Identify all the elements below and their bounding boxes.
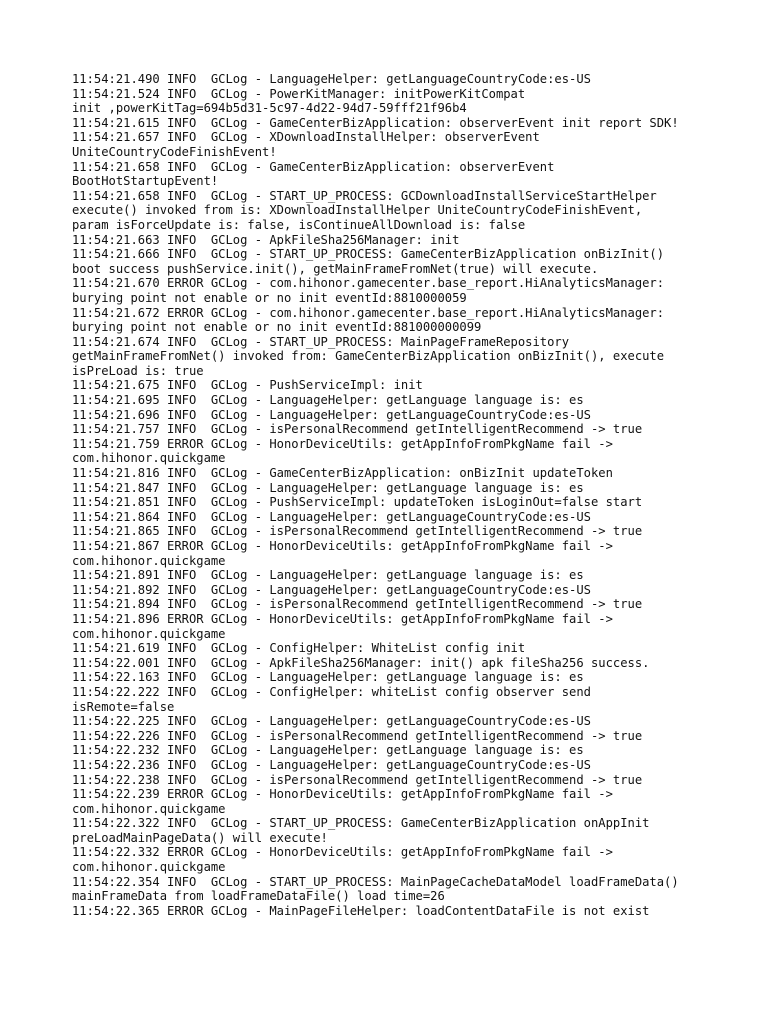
log-line: 11:54:21.892 INFO GCLog - LanguageHelper: getLanguageCountryCode:es-US xyxy=(72,582,591,597)
log-line: 11:54:21.865 INFO GCLog - isPersonalRecommend getIntelligentRecommend -> true xyxy=(72,524,643,539)
log-line: 11:54:22.222 INFO GCLog - ConfigHelper: whiteList config observer send xyxy=(72,684,591,699)
log-line: com.hihonor.quickgame xyxy=(72,451,226,466)
log-line: 11:54:21.696 INFO GCLog - LanguageHelper: getLanguageCountryCode:es-US xyxy=(72,407,591,422)
log-line: isPreLoad is: true xyxy=(72,363,204,378)
log-line: 11:54:22.001 INFO GCLog - ApkFileSha256Manager: init() apk fileSha256 success. xyxy=(72,655,650,670)
log-line: mainFrameData from loadFrameDataFile() load time=26 xyxy=(72,889,445,904)
log-line: 11:54:22.322 INFO GCLog - START_UP_PROCESS: GameCenterBizApplication onAppInit xyxy=(72,816,650,831)
log-line: burying point not enable or no init eventId:881000000099 xyxy=(72,320,482,335)
log-line: 11:54:21.619 INFO GCLog - ConfigHelper: WhiteList config init xyxy=(72,641,526,656)
log-line: 11:54:21.672 ERROR GCLog - com.hihonor.gamecenter.base_report.HiAnalyticsManager: xyxy=(72,305,665,320)
log-line: execute() invoked from is: XDownloadInstallHelper UniteCountryCodeFinishEvent, xyxy=(72,203,643,218)
log-line: 11:54:21.615 INFO GCLog - GameCenterBizApplication: observerEvent init report SDK! xyxy=(72,115,679,130)
log-line: 11:54:21.663 INFO GCLog - ApkFileSha256Manager: init xyxy=(72,232,460,247)
log-line: 11:54:21.524 INFO GCLog - PowerKitManager: initPowerKitCompat xyxy=(72,86,526,101)
log-line: 11:54:21.757 INFO GCLog - isPersonalRecommend getIntelligentRecommend -> true xyxy=(72,422,643,437)
log-line: getMainFrameFromNet() invoked from: GameCenterBizApplication onBizInit(), execute xyxy=(72,349,665,364)
log-line: 11:54:22.365 ERROR GCLog - MainPageFileHelper: loadContentDataFile is not exist xyxy=(72,903,650,918)
log-line: 11:54:21.666 INFO GCLog - START_UP_PROCESS: GameCenterBizApplication onBizInit() xyxy=(72,247,665,262)
log-line: boot success pushService.init(), getMainFrameFromNet(true) will execute. xyxy=(72,261,599,276)
log-line: 11:54:22.332 ERROR GCLog - HonorDeviceUtils: getAppInfoFromPkgName fail -> xyxy=(72,845,613,860)
log-line: 11:54:22.239 ERROR GCLog - HonorDeviceUtils: getAppInfoFromPkgName fail -> xyxy=(72,787,613,802)
log-line: com.hihonor.quickgame xyxy=(72,860,226,875)
log-line: 11:54:21.851 INFO GCLog - PushServiceImpl: updateToken isLoginOut=false start xyxy=(72,495,643,510)
log-line: 11:54:21.759 ERROR GCLog - HonorDeviceUtils: getAppInfoFromPkgName fail -> xyxy=(72,436,613,451)
log-line: 11:54:22.354 INFO GCLog - START_UP_PROCESS: MainPageCacheDataModel loadFrameData() xyxy=(72,874,679,889)
log-line: 11:54:22.226 INFO GCLog - isPersonalRecommend getIntelligentRecommend -> true xyxy=(72,728,643,743)
log-line: 11:54:21.864 INFO GCLog - LanguageHelper: getLanguageCountryCode:es-US xyxy=(72,509,591,524)
log-line: 11:54:21.695 INFO GCLog - LanguageHelper: getLanguage language is: es xyxy=(72,393,584,408)
log-line: init ,powerKitTag=694b5d31-5c97-4d22-94d7-59fff21f96b4 xyxy=(72,101,467,116)
log-line: 11:54:21.891 INFO GCLog - LanguageHelper: getLanguage language is: es xyxy=(72,568,584,583)
log-line: 11:54:21.675 INFO GCLog - PushServiceImpl: init xyxy=(72,378,423,393)
log-line: com.hihonor.quickgame xyxy=(72,626,226,641)
log-line: UniteCountryCodeFinishEvent! xyxy=(72,144,277,159)
log-line: 11:54:21.658 INFO GCLog - START_UP_PROCESS: GCDownloadInstallServiceStartHelper xyxy=(72,188,657,203)
log-line: 11:54:21.847 INFO GCLog - LanguageHelper: getLanguage language is: es xyxy=(72,480,584,495)
log-line: preLoadMainPageData() will execute! xyxy=(72,830,328,845)
log-line: 11:54:21.896 ERROR GCLog - HonorDeviceUtils: getAppInfoFromPkgName fail -> xyxy=(72,611,613,626)
log-line: 11:54:22.225 INFO GCLog - LanguageHelper: getLanguageCountryCode:es-US xyxy=(72,714,591,729)
log-line: 11:54:21.657 INFO GCLog - XDownloadInstallHelper: observerEvent xyxy=(72,130,540,145)
log-line: 11:54:22.163 INFO GCLog - LanguageHelper: getLanguage language is: es xyxy=(72,670,584,685)
log-line: 11:54:21.816 INFO GCLog - GameCenterBizApplication: onBizInit updateToken xyxy=(72,466,613,481)
log-line: 11:54:21.894 INFO GCLog - isPersonalRecommend getIntelligentRecommend -> true xyxy=(72,597,643,612)
log-line: 11:54:21.867 ERROR GCLog - HonorDeviceUtils: getAppInfoFromPkgName fail -> xyxy=(72,539,613,553)
log-line: 11:54:21.670 ERROR GCLog - com.hihonor.gamecenter.base_report.HiAnalyticsManager: xyxy=(72,276,665,291)
log-line: 11:54:22.236 INFO GCLog - LanguageHelper: getLanguageCountryCode:es-US xyxy=(72,757,591,772)
log-line: BootHotStartupEvent! xyxy=(72,174,219,189)
log-document xyxy=(72,72,712,918)
log-line: 11:54:21.490 INFO GCLog - LanguageHelper: getLanguageCountryCode:es-US xyxy=(72,72,591,86)
log-line: 11:54:21.658 INFO GCLog - GameCenterBizApplication: observerEvent xyxy=(72,159,555,174)
log-line: 11:54:21.674 INFO GCLog - START_UP_PROCESS: MainPageFrameRepository xyxy=(72,334,570,349)
log-line: param isForceUpdate is: false, isContinueAllDownload is: false xyxy=(72,217,526,232)
log-line: 11:54:22.238 INFO GCLog - isPersonalRecommend getIntelligentRecommend -> true xyxy=(72,772,643,787)
log-line: burying point not enable or no init eventId:8810000059 xyxy=(72,290,467,305)
log-line: 11:54:22.232 INFO GCLog - LanguageHelper: getLanguage language is: es xyxy=(72,743,584,758)
log-line: com.hihonor.quickgame xyxy=(72,553,226,568)
log-line: com.hihonor.quickgame xyxy=(72,801,226,816)
log-line: isRemote=false xyxy=(72,699,175,714)
